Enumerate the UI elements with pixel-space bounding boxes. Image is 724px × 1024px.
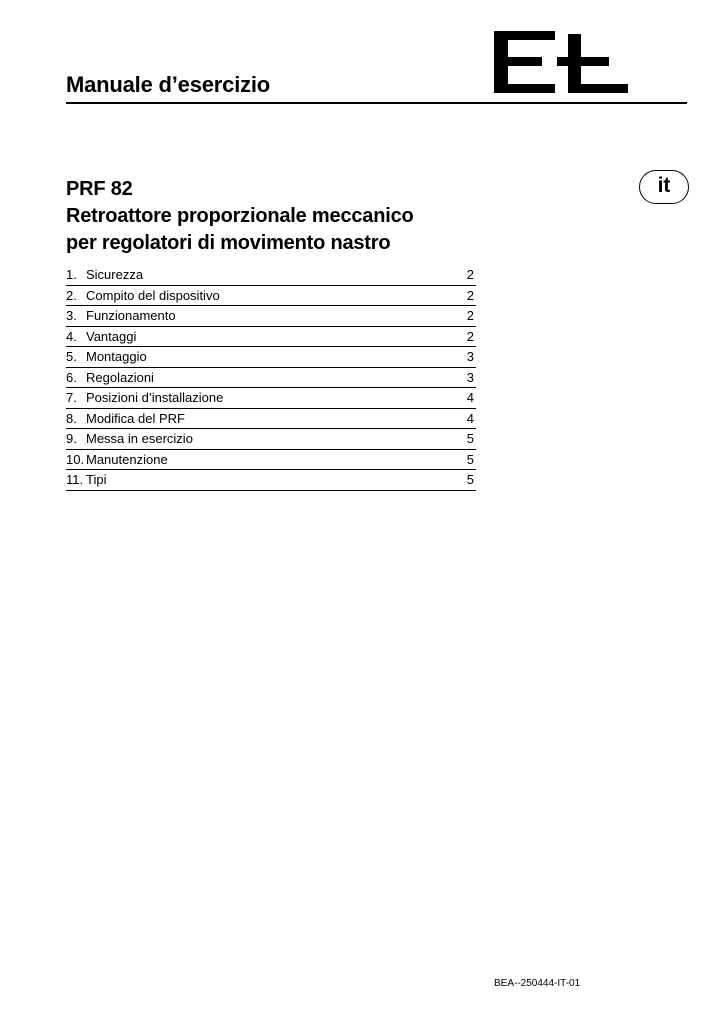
toc-number: 6. [66,369,77,385]
toc-number: 10. [66,451,85,467]
table-of-contents [66,265,476,491]
toc-label: Compito del dispositivo [86,287,220,303]
toc-row [66,265,476,286]
toc-page-number: 5 [466,431,474,446]
toc-label: Modifica del PRF [86,410,185,426]
language-badge: it [639,170,689,204]
toc-number: 7. [66,390,77,405]
toc-row [66,470,476,491]
toc-page-number: 2 [466,267,474,282]
toc-page-number: 3 [466,349,474,364]
header-divider [66,102,687,104]
erhardt-leimer-logo-icon [494,31,628,93]
toc-page-number: 3 [466,369,474,385]
toc-number: 3. [66,308,77,323]
toc-label: Montaggio [86,349,147,364]
toc-row [66,409,476,430]
toc-page-number: 4 [466,390,474,405]
toc-label: Messa in esercizio [86,431,193,446]
product-code: PRF 82 [66,178,133,200]
product-title-block [66,176,506,257]
toc-row [66,429,476,450]
toc-number: 2. [66,287,77,303]
toc-number: 11. [66,472,84,487]
toc-row [66,286,476,307]
toc-row [66,368,476,389]
toc-page-number: 2 [466,328,474,344]
toc-page-number: 4 [466,410,474,426]
page-title: Manuale d’esercizio [66,72,271,97]
toc-row [66,450,476,471]
toc-page-number: 5 [466,472,474,487]
toc-row [66,327,476,348]
toc-label: Funzionamento [86,308,176,323]
product-subtitle-line-1: Retroattore proporzionale meccanico [66,205,414,227]
toc-number: 4. [66,328,77,344]
toc-number: 1. [66,267,77,282]
document-code: BEA--250444-IT-01 [494,978,581,989]
toc-page-number: 2 [466,287,474,303]
toc-label: Sicurezza [86,267,144,282]
toc-page-number: 2 [466,308,474,323]
toc-number: 8. [66,410,77,426]
toc-label: Posizioni d’installazione [86,390,224,405]
toc-label: Manutenzione [86,451,168,467]
toc-number: 9. [66,431,77,446]
toc-label: Vantaggi [86,328,137,344]
toc-row [66,306,476,327]
toc-row [66,347,476,368]
toc-row [66,388,476,409]
product-subtitle-line-2: per regolatori di movimento nastro [66,232,391,254]
toc-label: Tipi [86,472,107,487]
toc-page-number: 5 [466,451,474,467]
toc-number: 5. [66,349,77,364]
toc-label: Regolazioni [86,369,154,385]
